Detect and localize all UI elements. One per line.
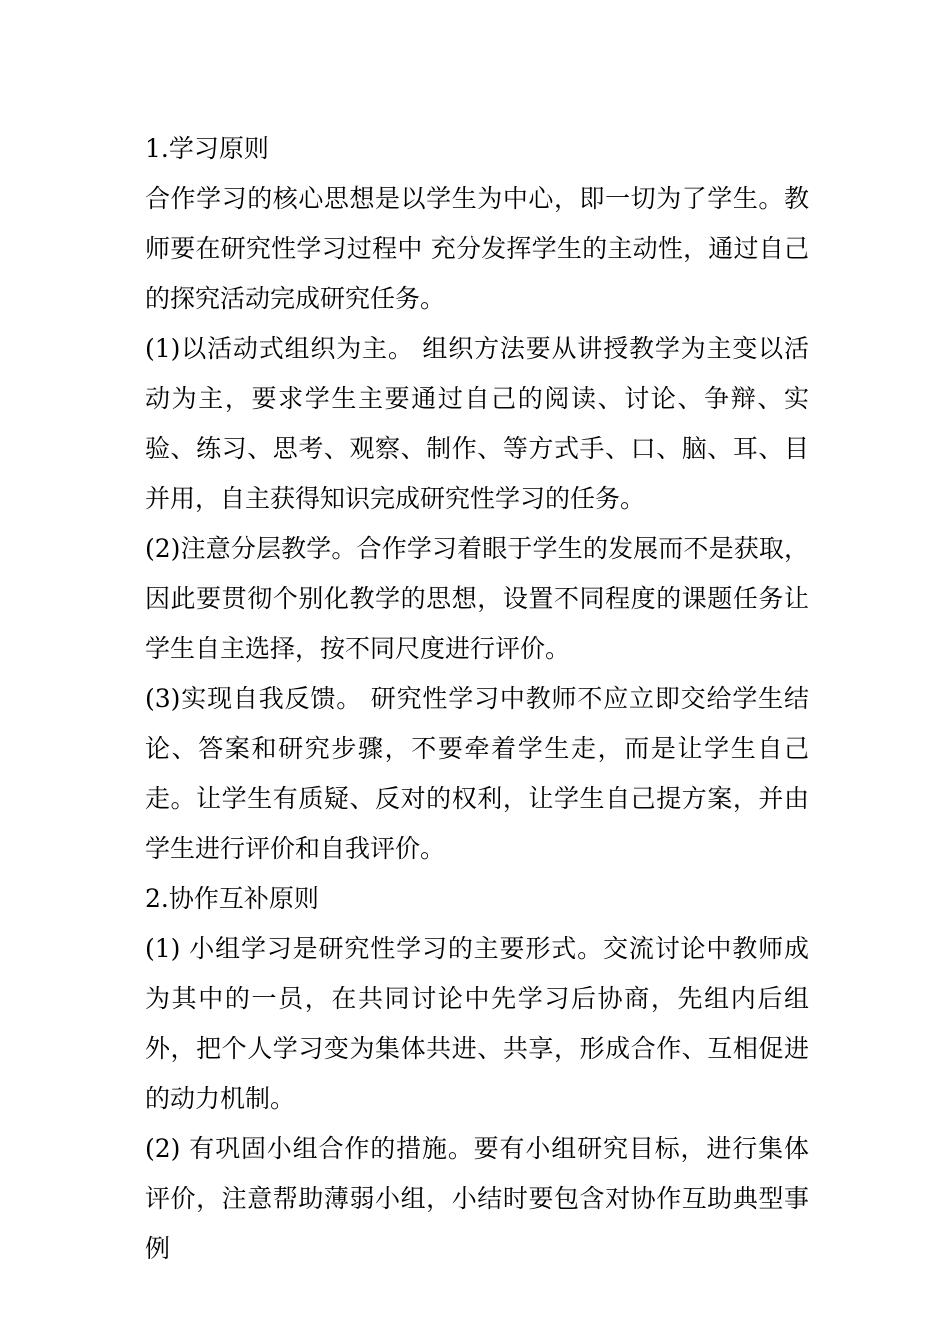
document-body: [145, 124, 809, 1274]
section-heading-collaboration-principle: 2.协作互补原则: [145, 884, 319, 913]
paragraph-layered-teaching: (2)注意分层教学。合作学习着眼于学生的发展而不是获取，因此要贯彻个别化教学的思想，设置不同程度的课题任务让学生自主选择，按不同尺度进行评价。: [145, 534, 809, 663]
paragraph-group-cooperation-measures: (2) 有巩固小组合作的措施。要有小组研究目标，进行集体评价，注意帮助薄弱小组，小结时要包含对协作互助典型事例: [145, 1134, 809, 1263]
paragraph-core-idea: 合作学习的核心思想是以学生为中心，即一切为了学生。教师要在研究性学习过程中 充分发挥学生的主动性，通过自己的探究活动完成研究任务。: [145, 184, 809, 313]
paragraph-self-feedback: (3)实现自我反馈。 研究性学习中教师不应立即交给学生结论、答案和研究步骤，不要牵着学生走，而是让学生自己走。让学生有质疑、反对的权利，让学生自己提方案，并由学生进行评价和自我评价。: [145, 684, 809, 863]
section-heading-learning-principle: 1.学习原则: [145, 134, 269, 163]
paragraph-activity-organization: (1)以活动式组织为主。 组织方法要从讲授教学为主变以活动为主，要求学生主要通过自己的阅读、讨论、争辩、实验、练习、思考、观察、制作、等方式手、口、脑、耳、目并用，自主获得知识完成研究性学习的任务。: [145, 334, 809, 513]
paragraph-group-learning: (1) 小组学习是研究性学习的主要形式。交流讨论中教师成为其中的一员，在共同讨论中先学习后协商，先组内后组外，把个人学习变为集体共进、共享，形成合作、互相促进的动力机制。: [145, 934, 809, 1113]
